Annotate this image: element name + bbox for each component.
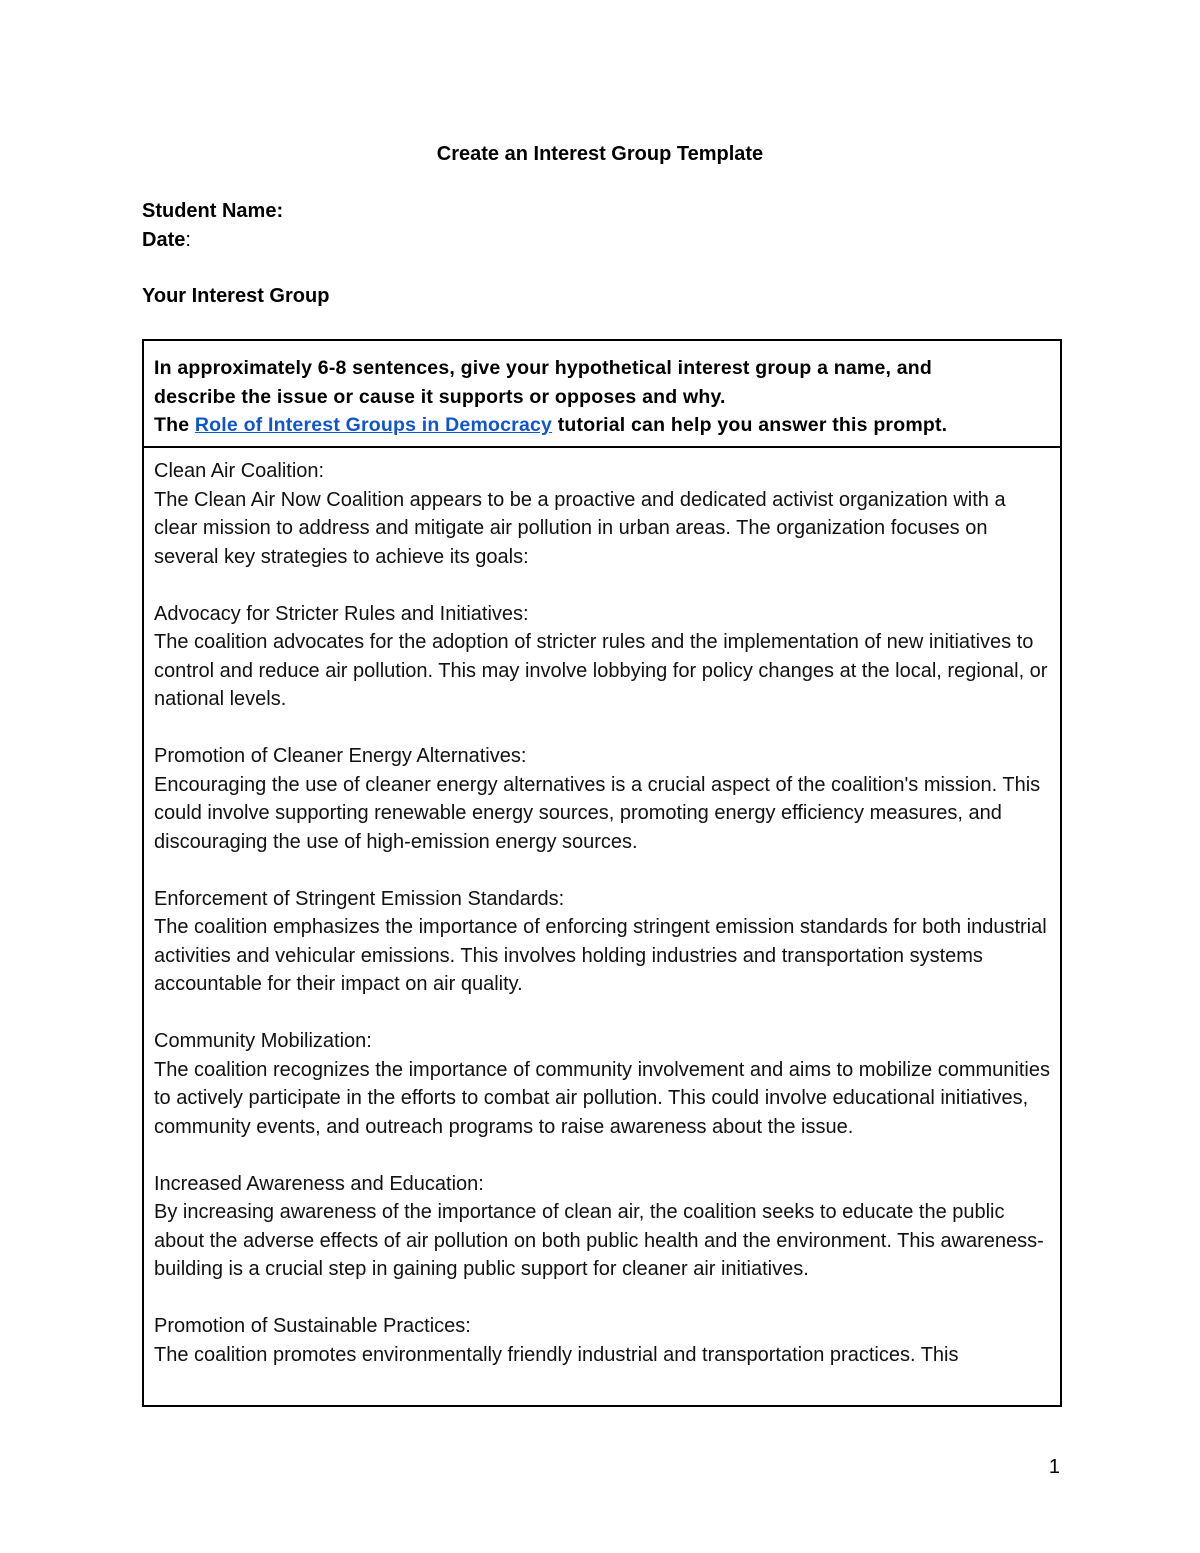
answer-section bbox=[154, 600, 1050, 714]
page-number: 1 bbox=[1048, 1456, 1060, 1478]
date-colon: : bbox=[185, 229, 191, 251]
prompt-cell bbox=[144, 341, 1060, 448]
prompt-line-3-prefix: The bbox=[154, 414, 195, 436]
answer-section bbox=[154, 1312, 1050, 1369]
student-name-label: Student Name: bbox=[142, 200, 284, 222]
answer-section-heading: Promotion of Sustainable Practices: bbox=[154, 1315, 471, 1337]
answer-section bbox=[154, 742, 1050, 856]
answer-section-heading: Enforcement of Stringent Emission Standards: bbox=[154, 887, 565, 910]
prompt-line-3-suffix: tutorial can help you answer this prompt. bbox=[552, 414, 948, 436]
answer-section-heading: Increased Awareness and Education: bbox=[154, 1172, 484, 1195]
prompt-line-1: In approximately 6-8 sentences, give your hypothetical interest group a name, and bbox=[154, 357, 932, 379]
section-heading: Your Interest Group bbox=[142, 285, 330, 307]
answer-section-body: The coalition emphasizes the importance of enforcing stringent emission standards for both industrial activities and vehicular emissions. This involves holding industries and transportation systems accountable for their impact on air quality. bbox=[154, 916, 1047, 995]
answer-section-heading: Clean Air Coalition: bbox=[154, 460, 325, 482]
answer-section-heading: Community Mobilization: bbox=[154, 1030, 372, 1052]
document-title: Create an Interest Group Template bbox=[436, 143, 764, 165]
answer-section-heading: Advocacy for Stricter Rules and Initiatives: bbox=[154, 602, 529, 625]
tutorial-link[interactable]: Role of Interest Groups in Democracy bbox=[194, 414, 553, 436]
answer-section-body: By increasing awareness of the importance of clean air, the coalition seeks to educate the public about the adverse effects of air pollution on both public health and the environment. This awareness-building is a crucial step in gaining public support for cleaner air initiatives. bbox=[154, 1201, 1044, 1280]
response-table bbox=[142, 339, 1062, 1407]
prompt-line-2: describe the issue or cause it supports or opposes and why. bbox=[154, 385, 726, 408]
answer-section bbox=[154, 1027, 1050, 1141]
answer-section-body: The coalition recognizes the importance of community involvement and aims to mobilize communities to actively participate in the efforts to combat air pollution. This could involve educational initiatives, community events, and outreach programs to raise awareness about the issue. bbox=[154, 1058, 1050, 1138]
answer-section-body: The Clean Air Now Coalition appears to be a proactive and dedicated activist organization with a clear mission to address and mitigate air pollution in urban areas. The organization focuses on several key strategies to achieve its goals: bbox=[154, 488, 1006, 568]
answer-cell bbox=[144, 448, 1060, 1369]
prompt-line-3 bbox=[154, 411, 1050, 440]
answer-section bbox=[154, 1170, 1050, 1284]
answer-section bbox=[154, 885, 1050, 999]
date-label: Date bbox=[142, 229, 186, 251]
date-line bbox=[142, 228, 191, 252]
answer-section-body: The coalition advocates for the adoption of stricter rules and the implementation of new initiatives to control and reduce air pollution. This may involve lobbying for policy changes at the local, regional, or national levels. bbox=[154, 631, 1048, 710]
answer-section-body: The coalition promotes environmentally friendly industrial and transportation practices. This bbox=[154, 1343, 959, 1366]
answer-section bbox=[154, 457, 1050, 571]
answer-section-heading: Promotion of Cleaner Energy Alternatives: bbox=[154, 745, 527, 767]
answer-section-body: Encouraging the use of cleaner energy alternatives is a crucial aspect of the coalition's mission. This could involve supporting renewable energy sources, promoting energy efficiency measures, and discouraging the use of high-emission energy sources. bbox=[154, 773, 1041, 853]
